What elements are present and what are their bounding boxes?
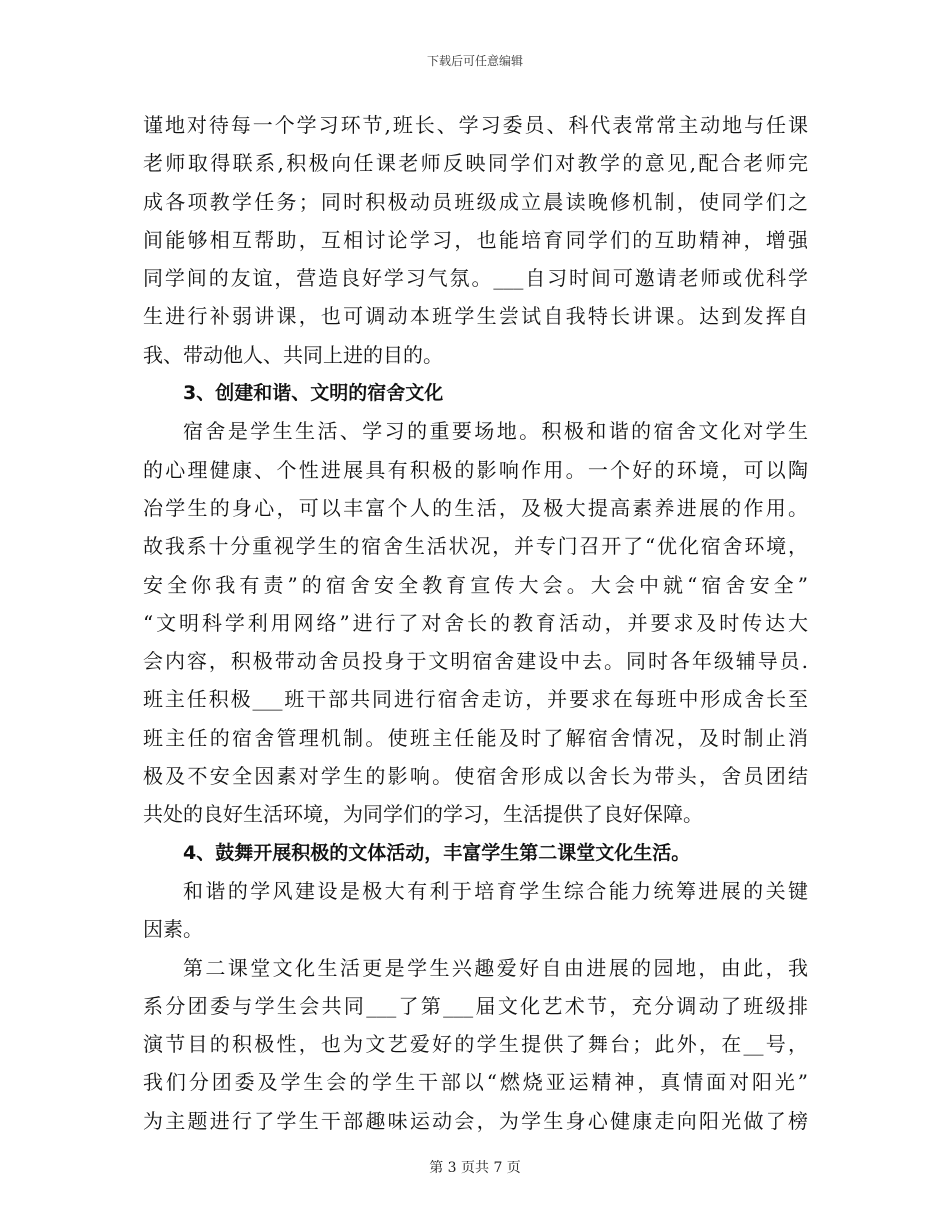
paragraph-first-line: 第二课堂文化生活更是学生兴趣爱好自由进展的园地，由此，我 bbox=[183, 955, 808, 980]
document-body bbox=[143, 106, 808, 1140]
text-line: 演节目的积极性，也为文艺爱好的学生提供了舞台；此外，在__号， bbox=[143, 1032, 808, 1057]
text-line: 我、带动他人、共同上进的目的。 bbox=[143, 342, 443, 367]
text-line: 谨地对待每一个学习环节,班长、学习委员、科代表常常主动地与任课 bbox=[143, 113, 808, 137]
paragraph-first-line: 宿舍是学生生活、学习的重要场地。积极和谐的宿舍文化对学生 bbox=[183, 419, 808, 444]
text-line: 成各项教学任务；同时积极动员班级成立晨读晚修机制，使同学们之 bbox=[143, 189, 808, 214]
text-line: 共处的良好生活环境，为同学们的学习，生活提供了良好保障。 bbox=[143, 802, 703, 827]
text-line: 因素。 bbox=[143, 917, 203, 942]
text-line: 系分团委与学生会共同___了第___届文化艺术节，充分调动了班级排 bbox=[143, 993, 808, 1018]
paragraph-first-line: 和谐的学风建设是极大有利于培育学生综合能力统筹进展的关键 bbox=[183, 878, 808, 903]
section-heading: 3、创建和谐、文明的宿舍文化 bbox=[183, 382, 444, 405]
text-line: 我们分团委及学生会的学生干部以“燃烧亚运精神，真情面对阳光” bbox=[143, 1070, 808, 1095]
text-line: 故我系十分重视学生的宿舍生活状况，并专门召开了“优化宿舍环境， bbox=[143, 534, 808, 559]
text-line: 老师取得联系,积极向任课老师反映同学们对教学的意见,配合老师完 bbox=[143, 151, 808, 176]
text-line: 班主任积极___班干部共同进行宿舍走访，并要求在每班中形成舍长至 bbox=[143, 687, 808, 712]
text-line: “文明科学利用网络”进行了对舍长的教育活动，并要求及时传达大 bbox=[143, 610, 808, 635]
text-line: 会内容，积极带动舍员投身于文明宿舍建设中去。同时各年级辅导员. bbox=[143, 649, 808, 674]
text-line: 班主任的宿舍管理机制。使班主任能及时了解宿舍情况，及时制止消 bbox=[143, 725, 808, 750]
text-line: 极及不安全因素对学生的影响。使宿舍形成以舍长为带头，舍员团结 bbox=[143, 764, 808, 789]
text-line: 间能够相互帮助，互相讨论学习，也能培育同学们的互助精神，增强 bbox=[143, 227, 808, 252]
text-line: 冶学生的身心，可以丰富个人的生活，及极大提高素养进展的作用。 bbox=[143, 495, 808, 520]
text-line: 的心理健康、个性进展具有积极的影响作用。一个好的环境，可以陶 bbox=[143, 457, 808, 482]
page-header: 下载后可任意编辑 bbox=[426, 54, 523, 68]
text-line: 为主题进行了学生干部趣味运动会，为学生身心健康走向阳光做了榜 bbox=[143, 1108, 808, 1133]
text-line: 生进行补弱讲课，也可调动本班学生尝试自我特长讲课。达到发挥自 bbox=[143, 304, 808, 329]
text-line: 安全你我有责”的宿舍安全教育宣传大会。大会中就“宿舍安全” bbox=[143, 572, 808, 597]
section-heading: 4、鼓舞开展积极的文体活动，丰富学生第二课堂文化生活。 bbox=[183, 841, 691, 864]
text-line: 同学间的友谊，营造良好学习气氛。___自习时间可邀请老师或优科学 bbox=[143, 266, 808, 291]
page-footer: 第 3 页共 7 页 bbox=[429, 1160, 521, 1176]
